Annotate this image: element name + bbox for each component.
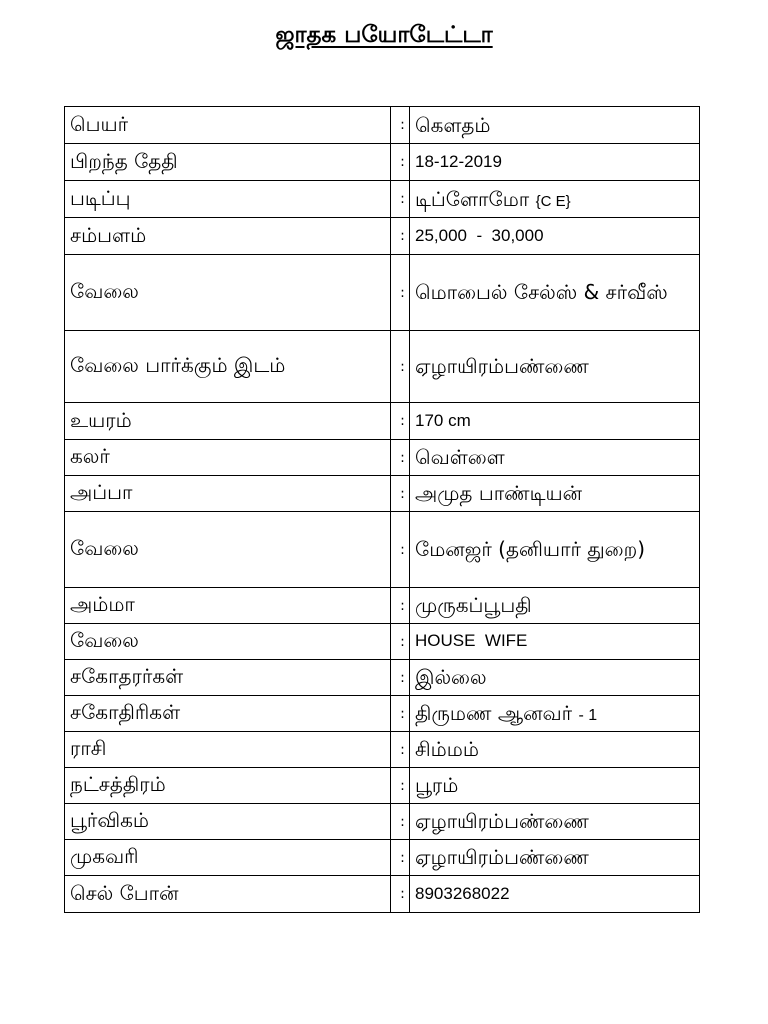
table-row	[65, 660, 700, 696]
table-row	[65, 768, 700, 804]
row-value: இல்லை	[410, 660, 700, 696]
row-separator: :	[391, 403, 410, 440]
table-row	[65, 403, 700, 440]
row-label: சகோதிரிகள்	[65, 696, 391, 732]
row-separator: :	[391, 107, 410, 144]
row-label: உயரம்	[65, 403, 391, 440]
row-value: வெள்ளை	[410, 440, 700, 476]
row-label: சகோதரர்கள்	[65, 660, 391, 696]
row-label: வேலை	[65, 512, 391, 588]
row-value: 170 cm	[410, 403, 700, 440]
row-separator: :	[391, 255, 410, 331]
table-row	[65, 696, 700, 732]
page-title: ஜாதக பயோடேட்டா	[275, 22, 493, 48]
row-label: ராசி	[65, 732, 391, 768]
table-row	[65, 588, 700, 624]
row-value: கௌதம்	[410, 107, 700, 144]
qualification-branch: {C E}	[535, 192, 571, 210]
row-separator: :	[391, 331, 410, 403]
table-row	[65, 624, 700, 660]
row-label: சம்பளம்	[65, 218, 391, 255]
row-label: பெயர்	[65, 107, 391, 144]
row-value: 25,000 - 30,000	[410, 218, 700, 255]
row-label: அம்மா	[65, 588, 391, 624]
table-row	[65, 840, 700, 876]
row-separator: :	[391, 660, 410, 696]
table-row	[65, 804, 700, 840]
row-value	[410, 696, 700, 732]
table-row	[65, 144, 700, 181]
row-label: வேலை பார்க்கும் இடம்	[65, 331, 391, 403]
qualification-text: டிப்ளோமோ	[415, 186, 530, 211]
table-row	[65, 512, 700, 588]
table-row	[65, 255, 700, 331]
row-value	[410, 181, 700, 218]
table-row	[65, 107, 700, 144]
row-separator: :	[391, 144, 410, 181]
row-label: கலர்	[65, 440, 391, 476]
row-separator: :	[391, 732, 410, 768]
row-value: ஏழாயிரம்பண்ணை	[410, 840, 700, 876]
row-value: சிம்மம்	[410, 732, 700, 768]
row-separator: :	[391, 624, 410, 660]
sister-status: திருமண ஆனவர்	[415, 701, 573, 725]
row-label: படிப்பு	[65, 181, 391, 218]
row-value: பூரம்	[410, 768, 700, 804]
row-separator: :	[391, 840, 410, 876]
table-row	[65, 440, 700, 476]
table-row	[65, 218, 700, 255]
row-separator: :	[391, 218, 410, 255]
biodata-table	[64, 106, 700, 913]
row-value: 8903268022	[410, 876, 700, 913]
table-row	[65, 876, 700, 913]
row-label: அப்பா	[65, 476, 391, 512]
table-row	[65, 181, 700, 218]
row-label: பிறந்த தேதி	[65, 144, 391, 181]
row-value: மேனஜர் (தனியார் துறை)	[410, 512, 700, 588]
row-label: செல் போன்	[65, 876, 391, 913]
row-label: பூர்விகம்	[65, 804, 391, 840]
row-label: முகவரி	[65, 840, 391, 876]
row-label: வேலை	[65, 624, 391, 660]
row-separator: :	[391, 512, 410, 588]
row-value: ஏழாயிரம்பண்ணை	[410, 804, 700, 840]
row-value: ஏழாயிரம்பண்ணை	[410, 331, 700, 403]
row-value: HOUSE WIFE	[410, 624, 700, 660]
table-row	[65, 476, 700, 512]
row-separator: :	[391, 876, 410, 913]
row-separator: :	[391, 588, 410, 624]
row-value: அமுத பாண்டியன்	[410, 476, 700, 512]
row-label: நட்சத்திரம்	[65, 768, 391, 804]
row-value: மொபைல் சேல்ஸ் & சர்வீஸ்	[410, 255, 700, 331]
sister-count: - 1	[578, 707, 598, 724]
table-row	[65, 732, 700, 768]
row-separator: :	[391, 804, 410, 840]
row-separator: :	[391, 476, 410, 512]
row-separator: :	[391, 768, 410, 804]
row-value: 18-12-2019	[410, 144, 700, 181]
row-separator: :	[391, 181, 410, 218]
table-row	[65, 331, 700, 403]
row-value: முருகப்பூபதி	[410, 588, 700, 624]
row-separator: :	[391, 696, 410, 732]
row-separator: :	[391, 440, 410, 476]
row-label: வேலை	[65, 255, 391, 331]
